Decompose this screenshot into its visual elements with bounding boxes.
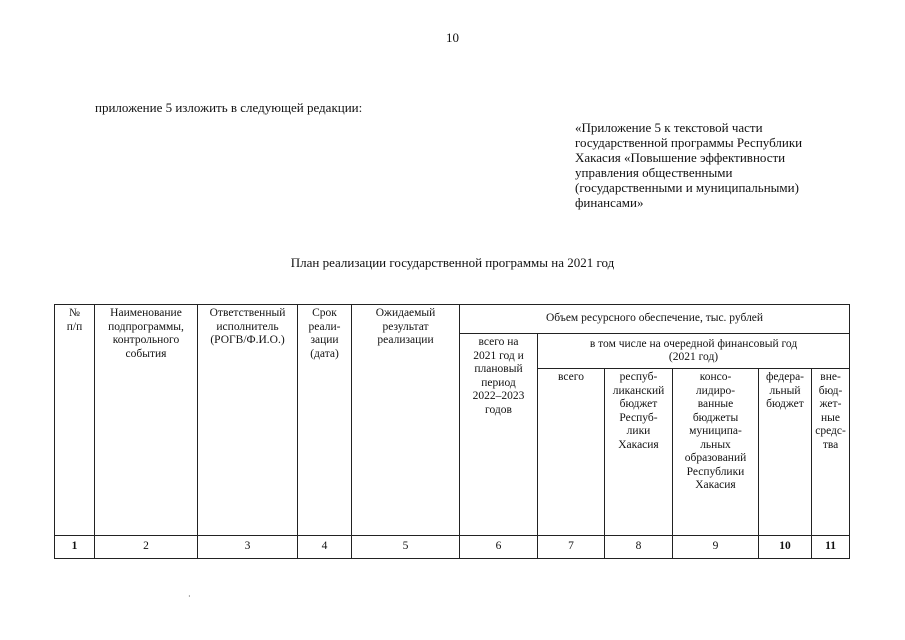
header-responsible: Ответственный исполнитель (РОГВ/Ф.И.О.) [198,305,298,536]
column-number: 2 [95,536,198,559]
header-term: Срок реали- зации (дата) [298,305,352,536]
annex-heading [575,120,875,210]
page-number: 10 [446,30,459,45]
document-title: План реализации государственной программы на 2021 год [290,255,615,270]
column-number: 8 [605,536,673,559]
column-number: 10 [759,536,812,559]
header-municipal-budgets: консо- лидиро- ванные бюджеты муниципа- льных образований Республики Хакасия [673,369,759,536]
annex-line: управления общественными [575,165,733,180]
header-total: всего на 2021 год и плановый период 2022–2023 годов [460,334,538,536]
plan-table [54,304,850,559]
annex-line: государственной программы Республики [575,135,803,150]
column-number: 11 [812,536,850,559]
annex-line: (государственными и муниципальными) [575,180,799,195]
header-federal-budget: федера- льный бюджет [759,369,812,536]
scan-speck: · [188,592,191,601]
header-resources: Объем ресурсного обеспечение, тыс. рублей [460,305,850,334]
annex-line: финансами» [575,195,644,210]
header-offbudget: вне- бюд- жет- ные средс- тва [812,369,850,536]
header-including: в том числе на очередной финансовый год (2021 год) [538,334,850,369]
column-number: 6 [460,536,538,559]
column-number: 3 [198,536,298,559]
header-result: Ожидаемый результат реализации [352,305,460,536]
column-number: 7 [538,536,605,559]
annex-line: Хакасия «Повышение эффективности [575,150,786,165]
column-number: 4 [298,536,352,559]
header-num: № п/п [55,305,95,536]
header-name: Наименование подпрограммы, контрольного события [95,305,198,536]
annex-line: «Приложение 5 к текстовой части [575,120,763,135]
header-republic-budget: респуб- ликанский бюджет Респуб- лики Хакасия [605,369,673,536]
column-number: 5 [352,536,460,559]
header-sub-total: всего [538,369,605,536]
column-number: 1 [55,536,95,559]
intro-text: приложение 5 изложить в следующей редакции: [95,100,363,115]
column-number: 9 [673,536,759,559]
